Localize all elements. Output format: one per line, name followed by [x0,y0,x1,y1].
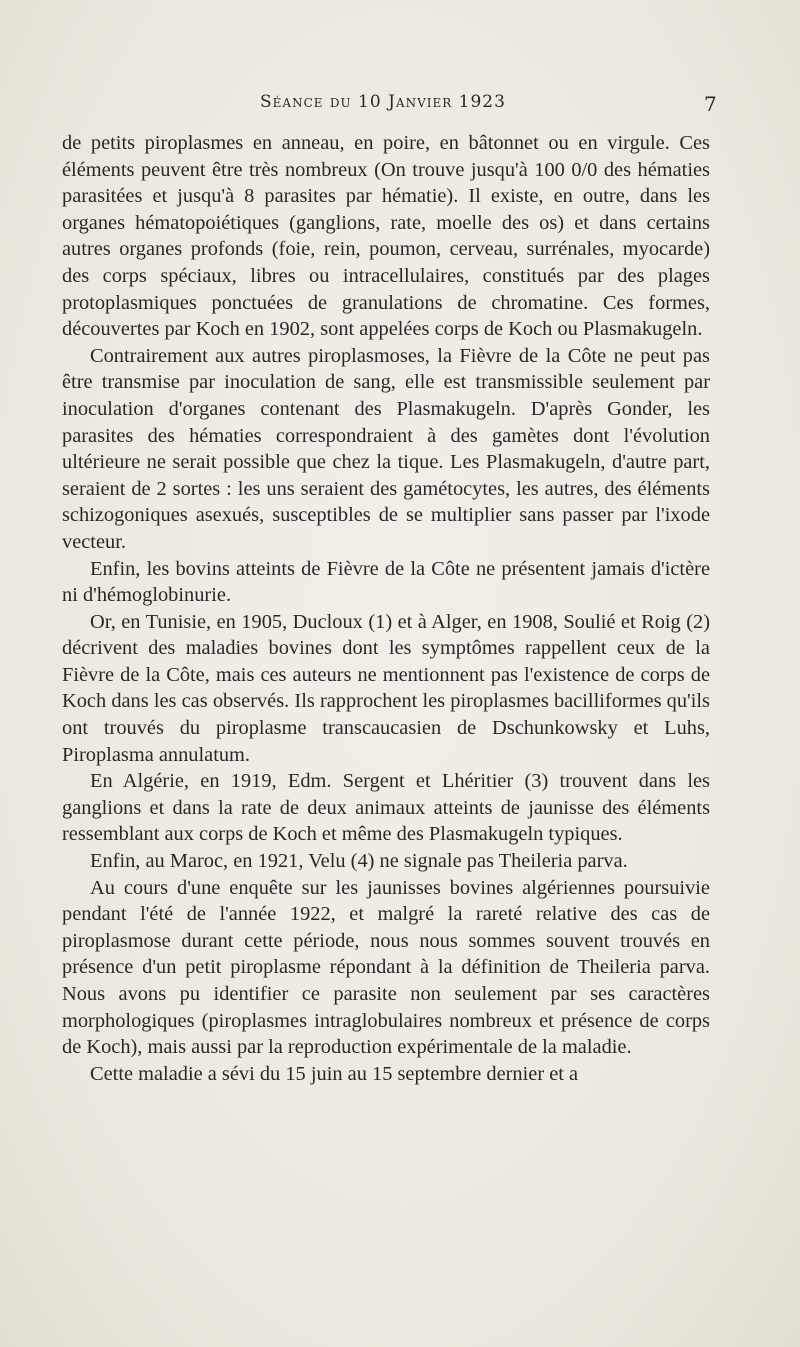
page-header [0,92,800,122]
paragraph: de petits piroplasmes en anneau, en poire, en bâtonnet ou en virgule. Ces éléments peuvent être très nombreux (On trouve jusqu'à 100 0/0 des hématies parasitées et jusqu'à 8 parasites par hématie). Il existe, en outre, dans les organes hématopoiétiques (ganglions, rate, moelle des os) et dans certains autres organes profonds (foie, rein, poumon, cerveau, surrénales, myocarde) des corps spéciaux, libres ou intracellulaires, constitués par des plages protoplasmiques ponctuées de granulations de chromatine. Ces formes, découvertes par Koch en 1902, sont appelées corps de Koch ou Plasmakugeln. [62,132,710,341]
paragraph: Au cours d'une enquête sur les jaunisses bovines algériennes poursuivie pendant l'été de l'année 1922, et malgré la rareté relative des cas de piroplasmose durant cette période, nous nous sommes souvent trouvés en présence d'un petit piroplasme répondant à la définition de Theileria parva. Nous avons pu identifier ce parasite non seulement par ses caractères morphologiques (piroplasmes intraglobulaires nombreux et présence de corps de Koch), mais aussi par la reproduction expérimentale de la maladie. [62,876,710,1059]
paragraph: Enfin, au Maroc, en 1921, Velu (4) ne signale pas Theileria parva. [90,850,628,873]
paragraph: Cette maladie a sévi du 15 juin au 15 septembre dernier et a [90,1062,579,1085]
paragraph: Or, en Tunisie, en 1905, Ducloux (1) et à Alger, en 1908, Soulié et Roig (2) décrivent des maladies bovines dont les symptômes rappellent ceux de la Fièvre de la Côte, mais ces auteurs ne mentionnent pas l'existence de corps de Koch dans les cas observés. Ils rapprochent les piroplasmes bacilliformes qu'ils ont trouvés du piroplasme transcaucasien de Dschunkowsky et Luhs, Piroplasma annulatum. [62,610,710,766]
paragraph: Contrairement aux autres piroplasmoses, la Fièvre de la Côte ne peut pas être transmise par inoculation de sang, elle est transmissible seulement par inoculation d'organes contenant des Plasmakugeln. D'après Gonder, les parasites des hématies correspondraient à des gamètes dont l'évolution ultérieure ne serait possible que chez la tique. Les Plasmakugeln, d'autre part, seraient de 2 sortes : les uns seraient des gamétocytes, les autres, des éléments schizogoniques asexués, susceptibles de se multiplier sans passer par l'ixode vecteur. [62,344,710,553]
running-title: Séance du 10 Janvier 1923 [260,92,506,112]
body-text [62,130,710,1087]
page-number: 7 [704,92,717,116]
paragraph: En Algérie, en 1919, Edm. Sergent et Lhéritier (3) trouvent dans les ganglions et dans la rate de deux animaux atteints de jaunisse des éléments ressemblant aux corps de Koch et même des Plasmakugeln typiques. [62,770,710,846]
paragraph: Enfin, les bovins atteints de Fièvre de la Côte ne présentent jamais d'ictère ni d'hémoglobinurie. [62,557,710,607]
